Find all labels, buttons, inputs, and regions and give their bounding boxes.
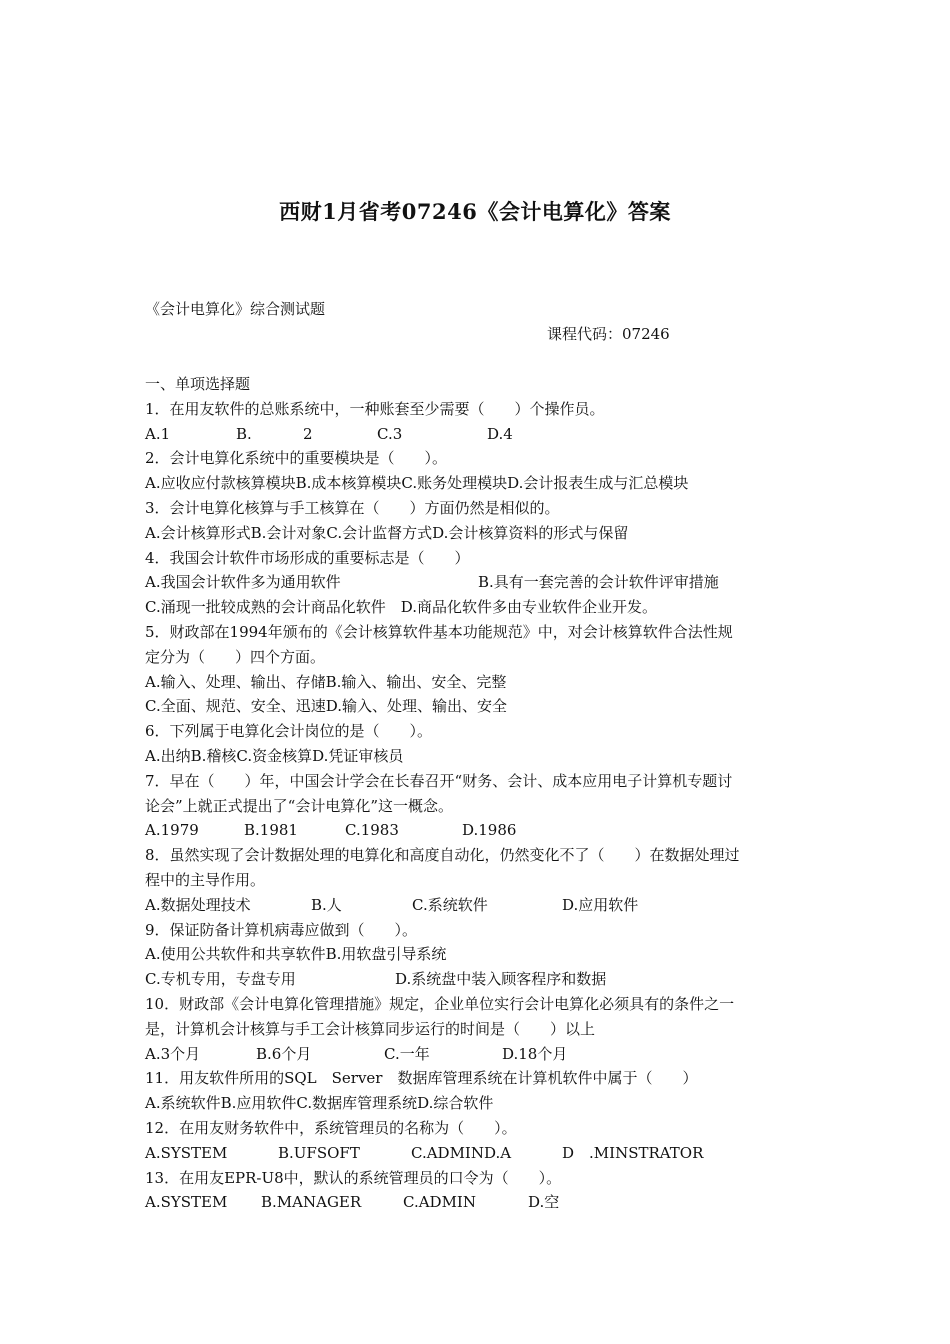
option: A.数据处理技术 <box>145 895 251 914</box>
question-4-options-a <box>145 570 815 595</box>
question-8-options <box>145 893 815 918</box>
option: B.MANAGER <box>261 1193 362 1212</box>
question-7-line-1: 7．早在（ ）年，中国会计学会在长春召开“财务、会计、成本应用电子计算机专题讨 <box>145 771 733 790</box>
option: A.SYSTEM <box>145 1143 228 1162</box>
question-3-options: A.会计核算形式B.会计对象C.会计监督方式D.会计核算资料的形式与保留 <box>145 523 629 542</box>
question-1: 1．在用友软件的总账系统中，一种账套至少需要（ ）个操作员。 <box>145 399 605 418</box>
question-2: 2．会计电算化系统中的重要模块是（ ）。 <box>145 449 448 468</box>
question-list <box>145 372 815 1215</box>
question-5-line-2: 定分为（ ）四个方面。 <box>145 647 326 666</box>
question-7-options <box>145 818 815 843</box>
question-5-options-b: C.全面、规范、安全、迅速D.输入、处理、输出、安全 <box>145 697 507 716</box>
question-4: 4．我国会计软件市场形成的重要标志是（ ） <box>145 548 470 567</box>
question-13-options <box>145 1190 815 1215</box>
option: C.3 <box>377 424 403 443</box>
option: B.具有一套完善的会计软件评审措施 <box>478 573 719 592</box>
question-8-line-2: 程中的主导作用。 <box>145 870 266 889</box>
question-2-options: A.应收应付款核算模块B.成本核算模块C.账务处理模块D.会计报表生成与汇总模块 <box>145 474 689 493</box>
question-7-line-2: 论会”上就正式提出了“会计电算化”这一概念。 <box>145 796 454 815</box>
option: 2 <box>303 424 313 443</box>
option: A.SYSTEM <box>145 1193 228 1212</box>
page-title: 西财1月省考07246《会计电算化》答案 <box>279 199 671 224</box>
option: C.系统软件 <box>412 895 488 914</box>
option: C.ADMIND.A <box>411 1143 512 1162</box>
option: B. <box>236 424 252 443</box>
question-4-options-b: C.涌现一批较成熟的会计商品化软件 D.商品化软件多由专业软件企业开发。 <box>145 598 657 617</box>
option: B.人 <box>311 895 342 914</box>
option: A.1979 <box>145 821 199 840</box>
option: B.1981 <box>244 821 298 840</box>
option: D.系统盘中装入顾客程序和数据 <box>395 970 607 989</box>
option: C.一年 <box>384 1044 430 1063</box>
question-8-line-1: 8．虽然实现了会计数据处理的电算化和高度自动化，仍然变化不了（ ）在数据处理过 <box>145 846 740 865</box>
option: A.1 <box>145 424 171 443</box>
question-6-options: A.出纳B.稽核C.资金核算D.凭证审核员 <box>145 746 404 765</box>
question-10-options <box>145 1042 815 1067</box>
question-10-line-2: 是，计算机会计核算与手工会计核算同步运行的时间是（ ）以上 <box>145 1019 596 1038</box>
option: C.1983 <box>345 821 399 840</box>
question-6: 6．下列属于电算化会计岗位的是（ ）。 <box>145 722 433 741</box>
question-13: 13．在用友EPR-U8中，默认的系统管理员的口令为（ ）。 <box>145 1168 562 1187</box>
question-9: 9．保证防备计算机病毒应做到（ ）。 <box>145 920 418 939</box>
question-9-options-b <box>145 967 815 992</box>
question-11: 11．用友软件所用的SQL Server 数据库管理系统在计算机软件中属于（ ） <box>145 1069 698 1088</box>
option: A.3个月 <box>145 1044 201 1063</box>
option: A.我国会计软件多为通用软件 <box>145 573 341 592</box>
question-11-options: A.系统软件B.应用软件C.数据库管理系统D.综合软件 <box>145 1094 494 1113</box>
option: D .MINSTRATOR <box>562 1143 704 1162</box>
option: B.6个月 <box>256 1044 312 1063</box>
question-9-options-a: A.使用公共软件和共享软件B.用软盘引导系统 <box>145 945 447 964</box>
question-12: 12．在用友财务软件中，系统管理员的名称为（ ）。 <box>145 1118 517 1137</box>
option: D.1986 <box>462 821 517 840</box>
option: B.UFSOFT <box>278 1143 360 1162</box>
section-heading: 一、单项选择题 <box>145 375 251 393</box>
question-1-options <box>145 422 815 447</box>
test-subtitle: 《会计电算化》综合测试题 <box>145 300 326 318</box>
course-code: 课程代码：07246 <box>547 325 670 343</box>
option: C.专机专用，专盘专用 <box>145 970 296 989</box>
question-5-line-1: 5．财政部在1994年颁布的《会计核算软件基本功能规范》中，对会计核算软件合法性规 <box>145 622 733 641</box>
option: D.空 <box>528 1193 560 1212</box>
question-10-line-1: 10．财政部《会计电算化管理措施》规定，企业单位实行会计电算化必须具有的条件之一 <box>145 994 735 1013</box>
question-5-options-a: A.输入、处理、输出、存储B.输入、输出、安全、完整 <box>145 672 507 691</box>
question-12-options <box>145 1141 815 1166</box>
question-3: 3．会计电算化核算与手工核算在（ ）方面仍然是相似的。 <box>145 498 560 517</box>
option: D.应用软件 <box>562 895 639 914</box>
option: C.ADMIN <box>403 1193 476 1212</box>
option: D.18个月 <box>502 1044 568 1063</box>
option: D.4 <box>487 424 513 443</box>
